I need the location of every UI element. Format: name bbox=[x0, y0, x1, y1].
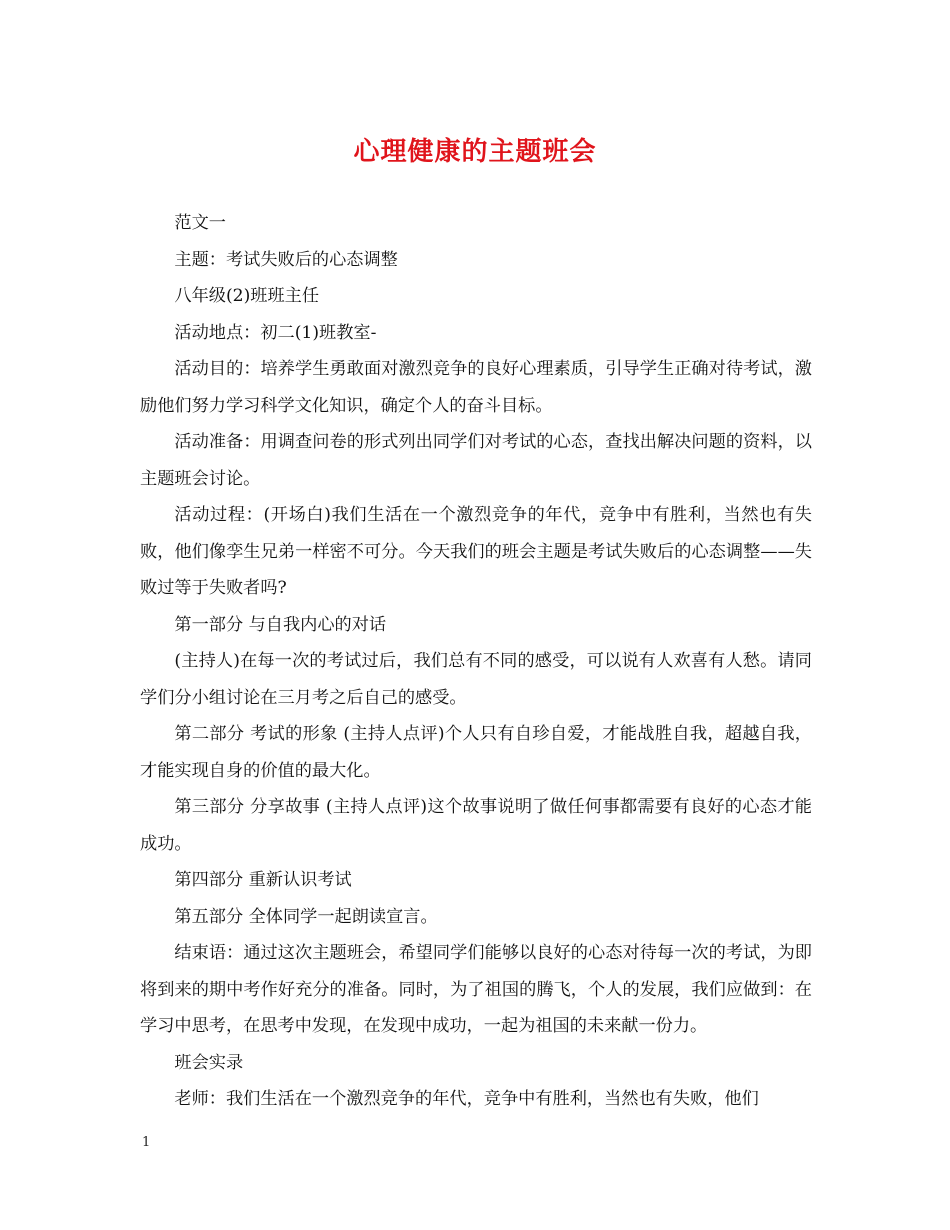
paragraph-16: 老师：我们生活在一个激烈竞争的年代，竞争中有胜利，当然也有失败，他们 bbox=[174, 1089, 759, 1109]
paragraph-6: 活动准备：用调查问卷的形式列出同学们对考试的心态，查找出解决问题的资料，以主题班会讨论。 bbox=[140, 432, 812, 489]
paragraph-9: (主持人)在每一次的考试过后，我们总有不同的感受，可以说有人欢喜有人愁。请同学们分小组讨论在三月考之后自己的感受。 bbox=[140, 651, 812, 708]
paragraph-2: 主题：考试失败后的心态调整 bbox=[174, 249, 398, 270]
paragraph-14: 结束语：通过这次主题班会，希望同学们能够以良好的心态对待每一次的考试，为即将到来的期中考作好充分的准备。同时，为了祖国的腾飞，个人的发展，我们应做到：在学习中思考，在思考中发现，在发现中成功，一起为祖国的未来献一份力。 bbox=[140, 943, 812, 1036]
paragraph-3: 八年级(2)班班主任 bbox=[174, 286, 320, 306]
paragraph-10: 第二部分 考试的形象 (主持人点评)个人只有自珍自爱，才能战胜自我，超越自我，才能实现自身的价值的最大化。 bbox=[140, 724, 812, 781]
paragraph-1: 范文一 bbox=[174, 213, 226, 233]
paragraph-4: 活动地点：初二(1)班教室- bbox=[174, 322, 377, 343]
paragraph-12: 第四部分 重新认识考试 bbox=[174, 870, 352, 890]
paragraph-13: 第五部分 全体同学一起朗读宣言。 bbox=[174, 906, 438, 927]
paragraph-11: 第三部分 分享故事 (主持人点评)这个故事说明了做任何事都需要有良好的心态才能成功。 bbox=[140, 797, 812, 854]
paragraph-7: 活动过程：(开场白)我们生活在一个激烈竞争的年代，竞争中有胜利，当然也有失败，他们像孪生兄弟一样密不可分。今天我们的班会主题是考试失败后的心态调整——失败过等于失败者吗? bbox=[140, 505, 812, 598]
page-number: 1 bbox=[142, 1135, 151, 1150]
document-body bbox=[140, 205, 812, 1118]
paragraph-5: 活动目的：培养学生勇敢面对激烈竞争的良好心理素质，引导学生正确对待考试，激励他们努力学习科学文化知识，确定个人的奋斗目标。 bbox=[140, 359, 812, 416]
paragraph-15: 班会实录 bbox=[174, 1052, 244, 1073]
paragraph-8: 第一部分 与自我内心的对话 bbox=[174, 614, 387, 635]
document-title: 心理健康的主题班会 bbox=[353, 137, 597, 167]
